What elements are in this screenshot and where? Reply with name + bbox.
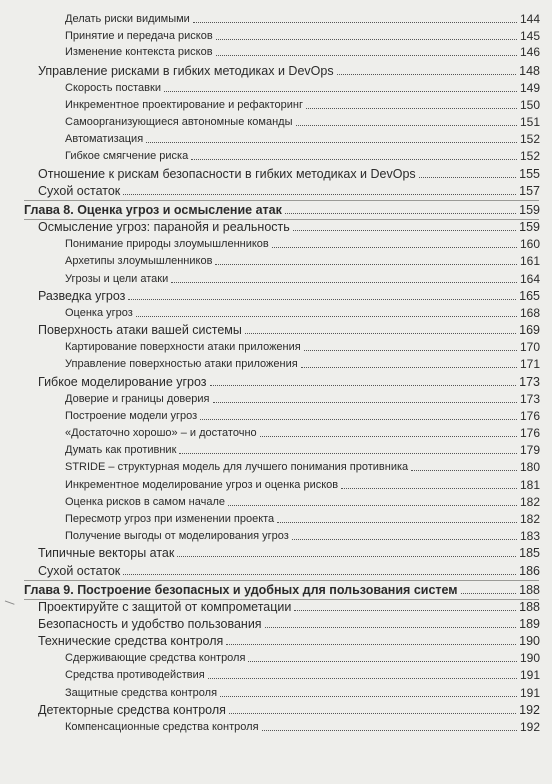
subsection-entry xyxy=(65,12,540,26)
subsection-entry xyxy=(65,45,540,59)
entry-title: Инкрементное моделирование угроз и оценка рисков xyxy=(65,479,339,491)
entry-title: Типичные векторы атак xyxy=(38,546,175,560)
dot-leader xyxy=(123,574,516,575)
dot-leader xyxy=(245,333,516,334)
dot-leader xyxy=(411,470,517,471)
page-number: 146 xyxy=(519,45,540,59)
page-number: 182 xyxy=(519,495,540,509)
page-number: 159 xyxy=(519,220,540,234)
page-number: 192 xyxy=(519,720,540,734)
page-number: 151 xyxy=(519,115,540,129)
dot-leader xyxy=(293,230,516,231)
section-entry xyxy=(38,289,540,303)
entry-title: Думать как противник xyxy=(65,444,177,456)
subsection-entry xyxy=(65,237,540,251)
entry-title: Сухой остаток xyxy=(38,184,121,198)
subsection-entry xyxy=(65,254,540,268)
page-number: 152 xyxy=(519,132,540,146)
subsection-entry xyxy=(65,149,540,163)
subsection-entry xyxy=(65,81,540,95)
entry-title: Картирование поверхности атаки приложения xyxy=(65,341,301,353)
dot-leader xyxy=(296,125,517,126)
entry-title: Пересмотр угроз при изменении проекта xyxy=(65,513,275,525)
subsection-entry xyxy=(65,29,540,43)
entry-title: Изменение контекста рисков xyxy=(65,46,213,58)
subsection-entry xyxy=(65,392,540,406)
page-number: 191 xyxy=(519,686,540,700)
subsection-entry xyxy=(65,495,540,509)
entry-title: Проектируйте с защитой от компрометации xyxy=(38,600,292,614)
dot-leader xyxy=(341,488,517,489)
page-number: 180 xyxy=(519,460,540,474)
page-number: 190 xyxy=(519,651,540,665)
entry-title: Поверхность атаки вашей системы xyxy=(38,323,242,337)
subsection-entry xyxy=(65,478,540,492)
dot-leader xyxy=(177,556,516,557)
dot-leader xyxy=(216,39,517,40)
chapter-entry xyxy=(24,583,540,597)
page-number: 171 xyxy=(519,357,540,371)
page-number: 170 xyxy=(519,340,540,354)
entry-title: Получение выгоды от моделирования угроз xyxy=(65,530,289,542)
dot-leader xyxy=(461,593,517,594)
section-entry xyxy=(38,184,540,198)
dot-leader xyxy=(292,539,517,540)
section-entry xyxy=(38,375,540,389)
dot-leader xyxy=(146,142,517,143)
entry-title: Инкрементное проектирование и рефакторинг xyxy=(65,99,304,111)
entry-title: Сухой остаток xyxy=(38,564,121,578)
entry-title: Угрозы и цели атаки xyxy=(65,273,169,285)
subsection-entry xyxy=(65,651,540,665)
chapter-entry xyxy=(24,203,540,217)
dot-leader xyxy=(216,55,517,56)
page-number: 168 xyxy=(519,306,540,320)
dot-leader xyxy=(136,316,517,317)
subsection-entry xyxy=(65,443,540,457)
dot-leader xyxy=(208,678,517,679)
dot-leader xyxy=(304,350,517,351)
chapter-rule xyxy=(24,580,539,581)
subsection-entry xyxy=(65,426,540,440)
dot-leader xyxy=(248,661,517,662)
dot-leader xyxy=(337,74,517,75)
entry-title: Построение модели угроз xyxy=(65,410,198,422)
subsection-entry xyxy=(65,340,540,354)
page-number: 188 xyxy=(519,583,540,597)
subsection-entry xyxy=(65,115,540,129)
chapter-rule xyxy=(24,200,539,201)
section-entry xyxy=(38,564,540,578)
subsection-entry xyxy=(65,272,540,286)
section-entry xyxy=(38,600,540,614)
page-number: 173 xyxy=(519,375,540,389)
dot-leader xyxy=(193,22,517,23)
dot-leader xyxy=(128,299,516,300)
entry-title: Осмысление угроз: паранойя и реальность xyxy=(38,220,290,234)
subsection-entry xyxy=(65,306,540,320)
dot-leader xyxy=(228,505,517,506)
page-number: 145 xyxy=(519,29,540,43)
page-number: 183 xyxy=(519,529,540,543)
entry-title: Безопасность и удобство пользования xyxy=(38,617,262,631)
section-entry xyxy=(38,167,540,181)
page-number: 165 xyxy=(519,289,540,303)
entry-title: Технические средства контроля xyxy=(38,634,224,648)
subsection-entry xyxy=(65,98,540,112)
dot-leader xyxy=(123,194,516,195)
entry-title: Оценка угроз xyxy=(65,307,133,319)
dot-leader xyxy=(215,264,517,265)
entry-title: Управление поверхностью атаки приложения xyxy=(65,358,298,370)
entry-title: Самоорганизующиеся автономные команды xyxy=(65,116,293,128)
subsection-entry xyxy=(65,409,540,423)
entry-title: Доверие и границы доверия xyxy=(65,393,210,405)
dot-leader xyxy=(210,385,517,386)
dot-leader xyxy=(179,453,517,454)
dot-leader xyxy=(285,213,516,214)
section-entry xyxy=(38,64,540,78)
page-number: 191 xyxy=(519,668,540,682)
subsection-entry xyxy=(65,686,540,700)
dot-leader xyxy=(213,402,517,403)
page-number: 144 xyxy=(519,12,540,26)
dot-leader xyxy=(260,436,517,437)
page-number: 159 xyxy=(519,203,540,217)
entry-title: Оценка рисков в самом начале xyxy=(65,496,226,508)
entry-title: Сдерживающие средства контроля xyxy=(65,652,246,664)
page-number: 176 xyxy=(519,409,540,423)
entry-title: Управление рисками в гибких методиках и DevOps xyxy=(38,64,334,78)
page-number: 150 xyxy=(519,98,540,112)
entry-title: Архетипы злоумышленников xyxy=(65,255,213,267)
page-number: 173 xyxy=(519,392,540,406)
entry-title: Средства противодействия xyxy=(65,669,205,681)
dot-leader xyxy=(191,159,517,160)
entry-title: Автоматизация xyxy=(65,133,144,145)
entry-title: Разведка угроз xyxy=(38,289,126,303)
entry-title: Гибкое моделирование угроз xyxy=(38,375,207,389)
dot-leader xyxy=(262,730,517,731)
entry-title: Защитные средства контроля xyxy=(65,687,218,699)
subsection-entry xyxy=(65,529,540,543)
entry-title: Компенсационные средства контроля xyxy=(65,721,259,733)
entry-title: STRIDE – структурная модель для лучшего понимания противника xyxy=(65,461,409,473)
subsection-entry xyxy=(65,720,540,734)
section-entry xyxy=(38,703,540,717)
page-number: 152 xyxy=(519,149,540,163)
dot-leader xyxy=(265,627,517,628)
section-entry xyxy=(38,546,540,560)
dot-leader xyxy=(306,108,517,109)
page-number: 179 xyxy=(519,443,540,457)
page-number: 176 xyxy=(519,426,540,440)
dot-leader xyxy=(301,367,517,368)
entry-title: Понимание природы злоумышленников xyxy=(65,238,269,250)
page-number: 188 xyxy=(519,600,540,614)
page-number: 164 xyxy=(519,272,540,286)
page-number: 190 xyxy=(519,634,540,648)
page-number: 181 xyxy=(519,478,540,492)
section-entry xyxy=(38,323,540,337)
entry-title: Детекторные средства контроля xyxy=(38,703,226,717)
entry-title: «Достаточно хорошо» – и достаточно xyxy=(65,427,257,439)
dot-leader xyxy=(272,247,517,248)
page-number: 157 xyxy=(519,184,540,198)
page-number: 160 xyxy=(519,237,540,251)
subsection-entry xyxy=(65,460,540,474)
section-entry xyxy=(38,220,540,234)
page-number: 149 xyxy=(519,81,540,95)
page-number: 189 xyxy=(519,617,540,631)
entry-title: Отношение к рискам безопасности в гибких методиках и DevOps xyxy=(38,167,416,181)
section-entry xyxy=(38,634,540,648)
entry-title: Глава 8. Оценка угроз и осмысление атак xyxy=(24,203,282,217)
dot-leader xyxy=(226,644,516,645)
page-number: 185 xyxy=(519,546,540,560)
page-number: 169 xyxy=(519,323,540,337)
entry-title: Скорость поставки xyxy=(65,82,161,94)
dot-leader xyxy=(220,696,517,697)
dot-leader xyxy=(229,713,516,714)
dot-leader xyxy=(294,610,516,611)
subsection-entry xyxy=(65,512,540,526)
page-number: 148 xyxy=(519,64,540,78)
subsection-entry xyxy=(65,357,540,371)
section-entry xyxy=(38,617,540,631)
entry-title: Гибкое смягчение риска xyxy=(65,150,189,162)
entry-title: Принятие и передача рисков xyxy=(65,30,213,42)
subsection-entry xyxy=(65,668,540,682)
entry-title: Глава 9. Построение безопасных и удобных для пользования систем xyxy=(24,583,458,597)
page-number: 161 xyxy=(519,254,540,268)
dot-leader xyxy=(164,91,517,92)
dot-leader xyxy=(419,177,516,178)
page-number: 192 xyxy=(519,703,540,717)
page-number: 182 xyxy=(519,512,540,526)
page-number: 155 xyxy=(519,167,540,181)
dot-leader xyxy=(200,419,517,420)
page-number: 186 xyxy=(519,564,540,578)
dot-leader xyxy=(277,522,517,523)
entry-title: Делать риски видимыми xyxy=(65,13,190,25)
subsection-entry xyxy=(65,132,540,146)
dot-leader xyxy=(171,282,517,283)
